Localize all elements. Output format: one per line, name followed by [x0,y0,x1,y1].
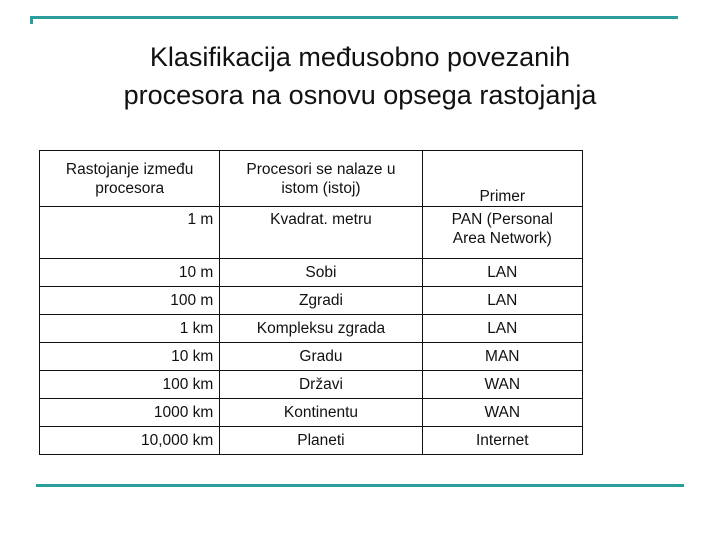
table-row [40,343,583,371]
cell-example [422,207,582,259]
cell-example: LAN [422,315,582,343]
cell-example: LAN [422,259,582,287]
header-distance [40,151,220,207]
table-row [40,287,583,315]
cell-example: MAN [422,343,582,371]
header-location-line-2: istom (istoj) [281,179,361,197]
header-location-line-1: Procesori se nalaze u [246,160,396,178]
header-example-line-1: Primer [479,188,526,205]
table-row [40,259,583,287]
cell-example-line-1: PAN (Personal [451,211,553,228]
cell-distance: 100 m [40,287,220,315]
cell-location: Državi [220,371,422,399]
cell-distance: 1000 km [40,399,220,427]
cell-location: Kompleksu zgrada [220,315,422,343]
cell-location: Gradu [220,343,422,371]
header-example [422,151,582,207]
cell-location: Kvadrat. metru [220,207,422,259]
cell-example-line-2: Area Network) [452,230,552,247]
cell-location: Sobi [220,259,422,287]
table-row [40,315,583,343]
header-location [220,151,422,207]
cell-location: Kontinentu [220,399,422,427]
bottom-rule [36,484,684,487]
header-distance-line-2: procesora [95,179,165,197]
cell-example: WAN [422,371,582,399]
cell-example: WAN [422,399,582,427]
slide-title-line-2: procesora na osnovu opsega rastojanja [123,80,597,110]
cell-distance: 10 km [40,343,220,371]
cell-distance: 1 km [40,315,220,343]
slide-title [40,38,680,114]
cell-location: Planeti [220,427,422,455]
cell-distance: 100 km [40,371,220,399]
cell-distance: 1 m [40,207,220,259]
cell-distance: 10 m [40,259,220,287]
table-header-row [40,151,583,207]
top-rule [30,16,678,19]
top-rule-tick [30,16,33,24]
cell-example: Internet [422,427,582,455]
cell-location: Zgradi [220,287,422,315]
table-row [40,427,583,455]
cell-example: LAN [422,287,582,315]
table-row [40,207,583,259]
cell-distance: 10,000 km [40,427,220,455]
slide-title-line-1: Klasifikacija međusobno povezanih [149,42,571,72]
classification-table [39,150,583,455]
table-row [40,371,583,399]
header-distance-line-1: Rastojanje između [65,160,194,178]
table-row [40,399,583,427]
